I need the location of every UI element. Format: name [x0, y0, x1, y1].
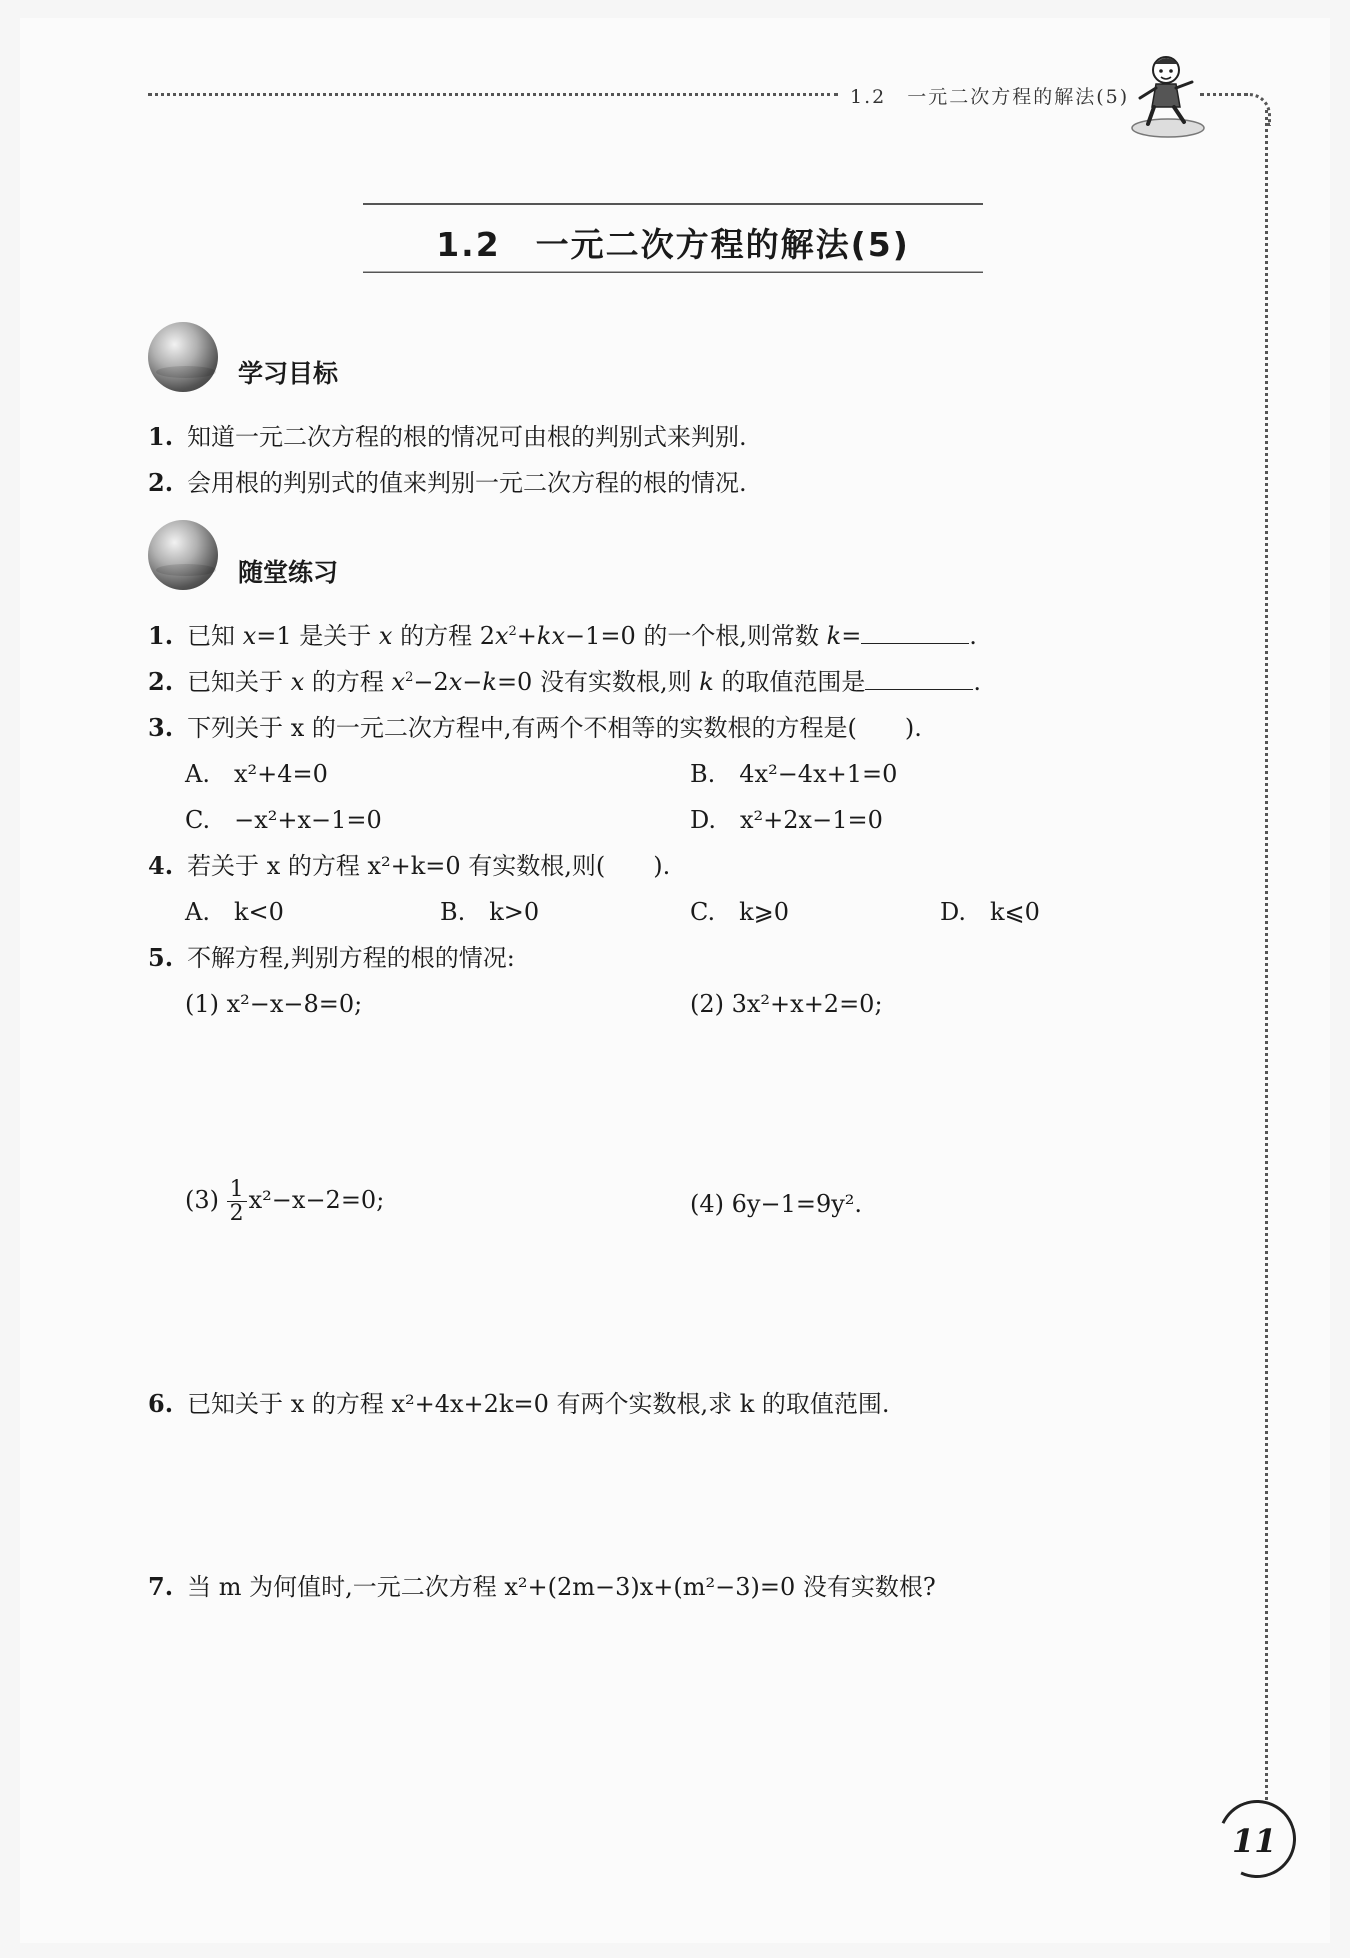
question-5-part-3: (3) $\frac{1}{2}$ x²−x−2=0; [185, 1177, 385, 1227]
question-7: 7. 当 m 为何值时,一元二次方程 x²+(2m−3)x+(m²−3)=0 没有实数根? [148, 1572, 936, 1601]
question-1: 1. 已知 x=1 是关于 x 的方程 $2x^2+kx-1=0$ 的一个根,则常数 k= . [148, 621, 977, 650]
page [20, 18, 1330, 1943]
question-5-part-1: (1) x²−x−8=0; [185, 990, 363, 1018]
right-dotted-margin [1265, 110, 1268, 1800]
question-3-stem: 3. 下列关于 x 的一元二次方程中,有两个不相等的实数根的方程是( ). [148, 713, 922, 742]
running-header: 1.2 一元二次方程的解法(5) [850, 86, 1130, 108]
option-d[interactable]: D. x²+2x−1=0 [690, 806, 883, 834]
question-5-part-4: (4) 6y−1=9y². [690, 1190, 863, 1218]
option-b[interactable]: B. 4x²−4x+1=0 [690, 760, 898, 788]
sphere-icon [148, 322, 218, 392]
option-c[interactable]: C. k⩾0 [690, 898, 790, 926]
option-b[interactable]: B. k>0 [440, 898, 540, 926]
page-number: 11 [1232, 1822, 1277, 1860]
answer-blank[interactable] [861, 623, 969, 644]
section-title: 1.2 一元二次方程的解法(5) [436, 225, 910, 264]
header-dotted-rule [148, 93, 838, 96]
objective-item: 2. 会用根的判别式的值来判别一元二次方程的根的情况. [148, 468, 747, 497]
mascot-icon [1128, 52, 1210, 140]
globe-icon [148, 520, 218, 590]
option-a[interactable]: A. x²+4=0 [185, 760, 328, 788]
practice-heading: 随堂练习 [238, 558, 339, 587]
section-title-box [363, 203, 983, 273]
objective-item: 1. 知道一元二次方程的根的情况可由根的判别式来判别. [148, 422, 747, 451]
title-shadow-rule [363, 271, 983, 272]
option-d[interactable]: D. k⩽0 [940, 898, 1040, 926]
fraction: $\frac{1}{2}$ [227, 1178, 247, 1225]
answer-blank[interactable] [865, 669, 973, 690]
question-5-part-2: (2) 3x²+x+2=0; [690, 990, 883, 1018]
question-2: 2. 已知关于 x 的方程 $x^2-2x-k=0$ 没有实数根,则 k 的取值范围是 . [148, 667, 982, 696]
question-5-stem: 5. 不解方程,判别方程的根的情况: [148, 943, 515, 972]
option-c[interactable]: C. −x²+x−1=0 [185, 806, 382, 834]
objectives-heading: 学习目标 [238, 359, 339, 388]
option-a[interactable]: A. k<0 [185, 898, 284, 926]
question-4-stem: 4. 若关于 x 的方程 x²+k=0 有实数根,则( ). [148, 851, 671, 880]
question-6: 6. 已知关于 x 的方程 x²+4x+2k=0 有两个实数根,求 k 的取值范围. [148, 1389, 890, 1418]
